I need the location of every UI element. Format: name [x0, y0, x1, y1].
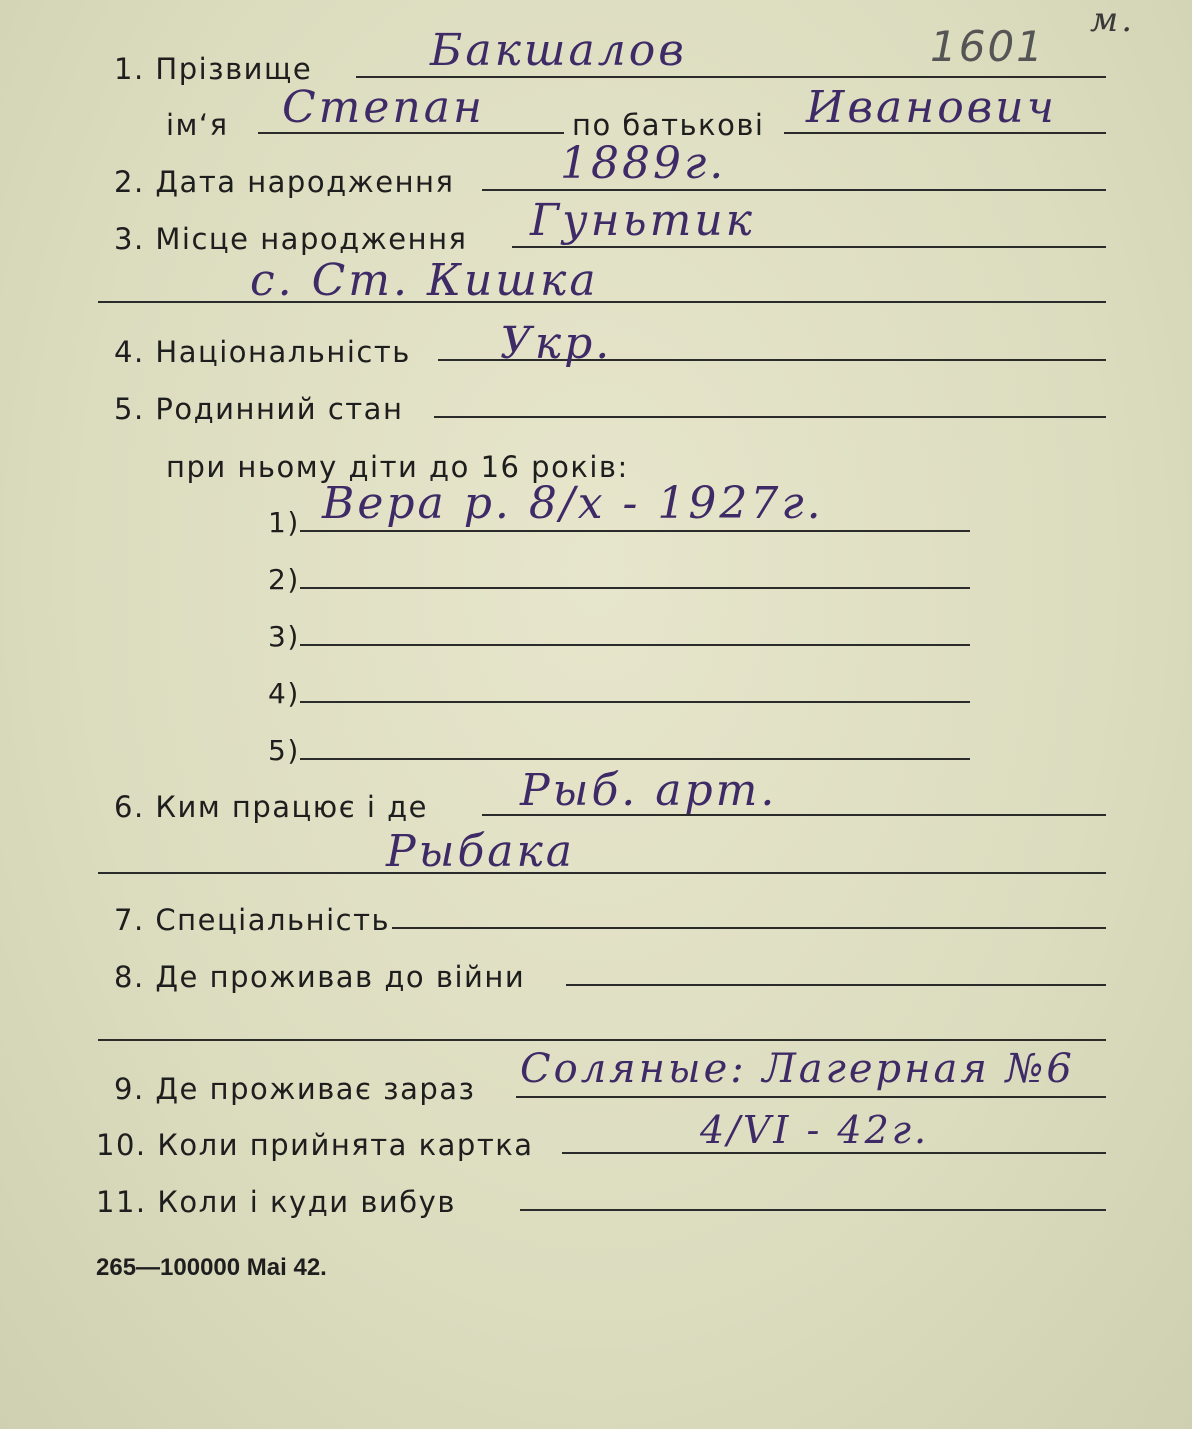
surname-line: [356, 76, 1106, 78]
patronymic-label: по батькові: [572, 108, 765, 142]
child-5-line: [300, 758, 970, 760]
work-label: 6. Ким працює і де: [114, 790, 429, 824]
card-date-value: 4/VI - 42г.: [700, 1108, 930, 1152]
birth-date-value: 1889г.: [560, 138, 727, 189]
child-1-value: Вера р. 8/х - 1927г.: [322, 478, 824, 529]
departure-line: [520, 1209, 1106, 1211]
family-status-label: 5. Родинний стан: [114, 392, 404, 426]
speciality-line: [392, 927, 1106, 929]
name-label: ім‘я: [166, 108, 229, 142]
nationality-value: Укр.: [500, 318, 613, 369]
name-value: Степан: [282, 82, 485, 133]
speciality-label: 7. Спеціальність: [114, 903, 391, 937]
patronymic-value: Иванович: [806, 82, 1058, 133]
departure-label: 11. Коли і куди вибув: [96, 1185, 456, 1219]
archive-number: 1601: [930, 22, 1045, 71]
separator-line-1: [98, 301, 1106, 303]
birth-place-value-1: Гуньтик: [530, 195, 755, 246]
print-code: 265—100000 Mai 42.: [96, 1254, 327, 1281]
birth-place-value-2: с. Ст. Кишка: [250, 255, 599, 306]
card-date-line: [562, 1152, 1106, 1154]
child-3-label: 3): [268, 620, 300, 653]
nationality-label: 4. Національність: [114, 335, 411, 369]
current-residence-label: 9. Де проживає зараз: [114, 1072, 476, 1106]
card-date-label: 10. Коли прийнята картка: [96, 1128, 534, 1162]
child-5-label: 5): [268, 734, 300, 767]
birth-place-line: [512, 246, 1106, 248]
child-2-label: 2): [268, 563, 300, 596]
work-value-1: Рыб. арт.: [520, 765, 778, 816]
child-3-line: [300, 644, 970, 646]
child-1-label: 1): [268, 506, 300, 539]
surname-label: 1. Прізвище: [114, 52, 313, 86]
child-4-label: 4): [268, 677, 300, 710]
child-4-line: [300, 701, 970, 703]
birth-date-line: [482, 189, 1106, 191]
child-2-line: [300, 587, 970, 589]
current-residence-value: Соляные: Лагерная №6: [520, 1046, 1075, 1092]
birth-place-label: 3. Місце народження: [114, 222, 468, 256]
archive-number-suffix: м.: [1090, 0, 1135, 40]
children-heading: при ньому діти до 16 років:: [166, 450, 629, 484]
current-residence-line: [516, 1096, 1106, 1098]
prewar-residence-label: 8. Де проживав до війни: [114, 960, 526, 994]
child-1-line: [300, 530, 970, 532]
prewar-residence-line: [566, 984, 1106, 986]
surname-value: Бакшалов: [430, 25, 687, 76]
birth-date-label: 2. Дата народження: [114, 165, 455, 199]
work-value-2: Рыбака: [386, 826, 576, 877]
family-status-line: [434, 416, 1106, 418]
separator-line-2: [98, 872, 1106, 874]
separator-line-3: [98, 1039, 1106, 1041]
